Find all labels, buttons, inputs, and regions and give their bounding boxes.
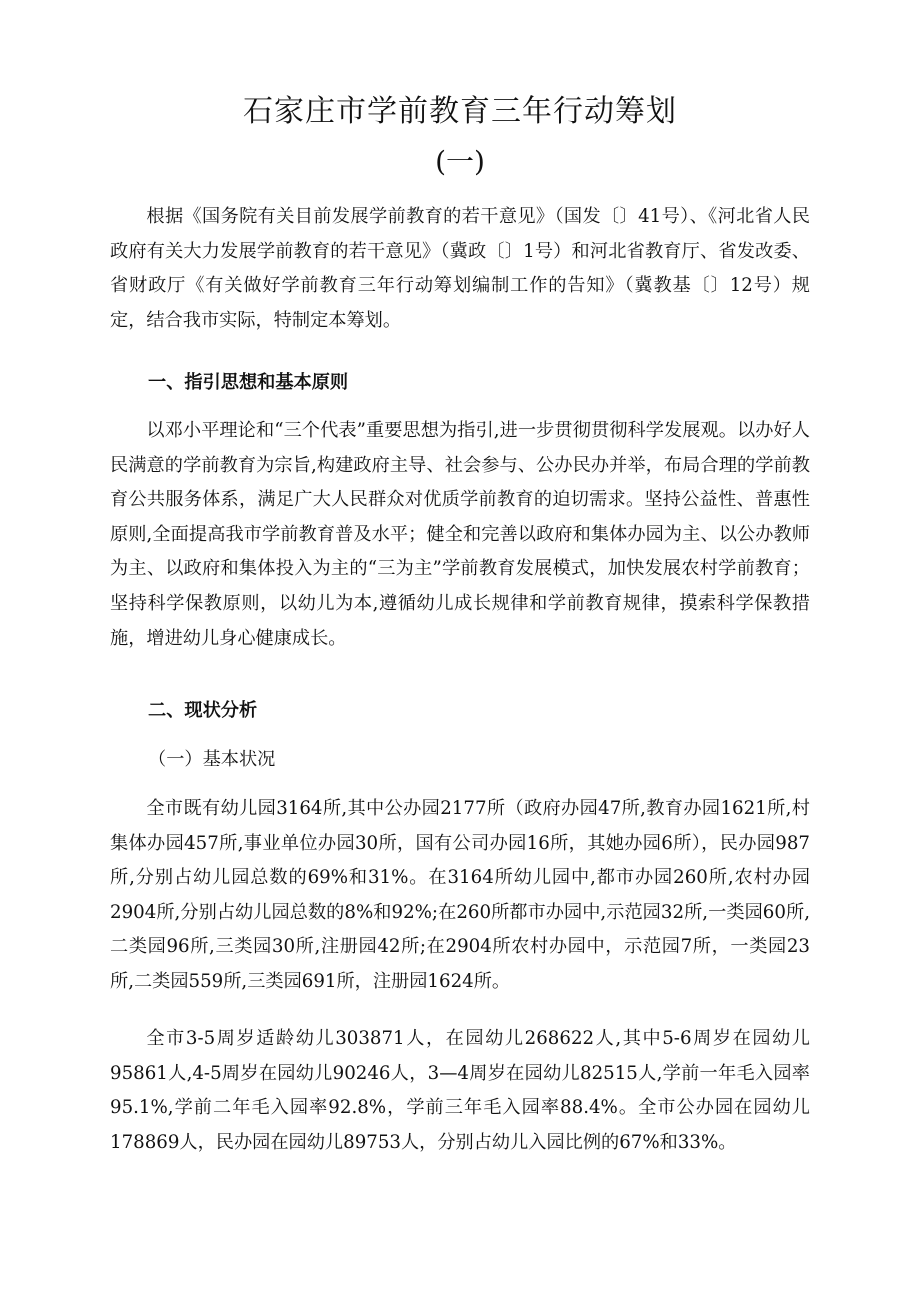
section-2-heading: 二、现状分析 [148,700,258,721]
section-1-heading: 一、指引思想和基本原则 [148,372,349,393]
intro-paragraph: 根据《国务院有关目前发展学前教育的若干意见》（国发〔〕41号）、《河北省人民政府有关大力发展学前教育的若干意见》（冀政〔〕1号）和河北省教育厅、省发改委、省财政厅《有关做好学前教育三年行动筹划编制工作的告知》（冀教基〔〕12号）规定，结合我市实际，特制定本筹划。 [110,206,810,331]
document-title: 石家庄市学前教育三年行动筹划 [243,94,677,129]
section-1-paragraph: 以邓小平理论和“三个代表”重要思想为指引,进一步贯彻贯彻科学发展观。以办好人民满意的学前教育为宗旨,构建政府主导、社会参与、公办民办并举，布局合理的学前教育公共服务体系，满足广大人民群众对优质学前教育的迫切需求。坚持公益性、普惠性原则,全面提高我市学前教育普及水平；健全和完善以政府和集体办园为主、以公办教师为主、以政府和集体投入为主的“三为主”学前教育发展模式，加快发展农村学前教育；坚持科学保教原则，以幼儿为本,遵循幼儿成长规律和学前教育规律，摸索科学保教措施，增进幼儿身心健康成长。 [110,420,810,649]
status-paragraph-2: 全市3-5周岁适龄幼儿303871人，在园幼儿268622人,其中5-6周岁在园幼儿95861人,4-5周岁在园幼儿90246人，3—4周岁在园幼儿82515人,学前一年毛入园率95.1%,学前二年毛入园率92.8%，学前三年毛入园率88.4%。全市公办园在园幼儿178869人，民办园在园幼儿89753人，分别占幼儿入园比例的67%和33%。 [110,1028,810,1153]
document-subtitle: (一) [435,145,485,178]
section-2-subheading: （一）基本状况 [148,749,276,770]
status-paragraph-1: 全市既有幼儿园3164所,其中公办园2177所（政府办园47所,教育办园1621所,村集体办园457所,事业单位办园30所，国有公司办园16所，其她办园6所），民办园987所,分别占幼儿园总数的69%和31%。在3164所幼儿园中,都市办园260所,农村办园2904所,分别占幼儿园总数的8%和92%;在260所都市办园中,示范园32所,一类园60所,二类园96所,三类园30所,注册园42所;在2904所农村办园中，示范园7所，一类园23所,二类园559所,三类园691所，注册园1624所。 [110,798,810,992]
